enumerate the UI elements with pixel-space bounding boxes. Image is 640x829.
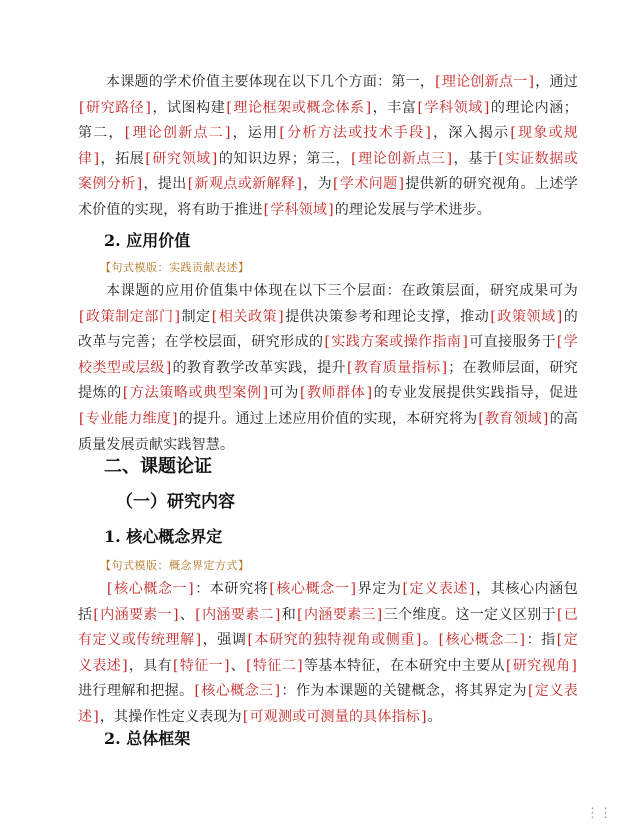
placeholder-text: [ 方法策略或典型案例 ] (122, 385, 269, 401)
paragraph-text: 、 (230, 657, 246, 674)
paragraph-text: 可为 (269, 385, 299, 402)
placeholder-text: [ 教育领域 ] (477, 411, 549, 427)
paragraph-text: 本课题的学术价值主要体现在以下几个方面：第一， (106, 74, 435, 90)
placeholder-text: [ 研究视角 ] (505, 658, 578, 674)
paragraph-text: ，其核心内涵包括 (78, 581, 578, 623)
placeholder-text: [ 学科领域 ] (416, 100, 490, 116)
paragraph-text: ：作为本课题的关键概念，将其界定为 (281, 683, 527, 700)
paragraph-text: 可直接服务于 (469, 334, 556, 351)
placeholder-text: [ 核心概念二 ] (438, 632, 527, 648)
paragraph-text: ，提出 (143, 176, 187, 193)
template-label-concept: 【句式模版：概念界定方式】 (100, 559, 250, 572)
placeholder-text: [ 教师群体 ] (299, 385, 373, 401)
paragraph-text: 的提升。通过上述应用价值的实现，本研究将为 (178, 410, 478, 427)
paragraph-text: ，其操作性定义表现为 (99, 708, 242, 725)
placeholder-text: [ 核心概念三 ] (194, 683, 282, 699)
placeholder-text: [ 核心概念一 ] (106, 581, 195, 597)
paragraph-text: 本课题的应用价值集中体现在以下三个层面：在政策层面，研究成果可为 (106, 283, 578, 299)
paragraph-text: ，基于 (453, 150, 498, 167)
paragraph-text: 的高质量发展贡献实践智慧。 (78, 410, 579, 453)
paragraph-text: 界定为 (357, 581, 402, 597)
placeholder-text: [ 特征二 ] (245, 658, 304, 674)
paragraph-text: 进行理解和把握。 (78, 683, 194, 700)
heading-research-content: （一）研究内容 (116, 492, 235, 512)
placeholder-text: [ 已有定义或传统理解 ] (78, 607, 578, 649)
paragraph-text: ，具有 (128, 657, 173, 674)
paragraph-text: ，通过 (535, 74, 578, 90)
placeholder-text: [ 研究路径 ] (78, 100, 152, 116)
scroll-handle-icon: ⋮⋮ (586, 806, 612, 821)
placeholder-text: [ 本研究的独特视角或侧重 ] (246, 632, 422, 648)
placeholder-text: [ 实践方案或操作指南 ] (323, 334, 469, 350)
paragraph-text: 的知识边界；第三， (218, 150, 351, 167)
paragraph-text: ；在教师层面，研究提炼的 (78, 359, 579, 402)
placeholder-text: [ 理论创新点三 ] (350, 151, 453, 167)
placeholder-text: [ 内涵要素一 ] (92, 607, 179, 623)
placeholder-text: [ 核心概念一 ] (268, 581, 357, 597)
heading-overall-framework: 2. 总体框架 (104, 729, 191, 748)
placeholder-text: [ 理论框架或概念体系 ] (225, 100, 372, 116)
placeholder-text: [ 研究领域 ] (144, 151, 218, 167)
paragraph-text: 。 (427, 708, 442, 725)
placeholder-text: [ 分析方法或技术手段 ] (278, 125, 432, 141)
paragraph-text: ，拓展 (100, 150, 145, 167)
heading-section-two: 二、课题论证 (104, 456, 212, 477)
placeholder-text: [ 实证数据或案例分析 ] (78, 151, 578, 193)
placeholder-text: [ 现象或规律 ] (78, 125, 578, 167)
paragraph-text: 和 (281, 606, 297, 623)
placeholder-text: [ 可观测或可测量的具体指标 ] (242, 709, 428, 725)
placeholder-text: [ 学校类型或层级 ] (78, 334, 578, 376)
placeholder-text: [ 内涵要素二 ] (194, 607, 281, 623)
placeholder-text: [ 专业能力维度 ] (78, 411, 179, 427)
paragraph-text: 的理论内涵；第二， (78, 99, 579, 142)
paragraph-text: 、 (179, 606, 195, 623)
paragraph-text: ：本研究将 (194, 581, 269, 597)
placeholder-text: [ 定义表述 ] (78, 632, 578, 674)
core-concept-paragraph (78, 577, 578, 731)
paragraph-text: 的改革与完善；在学校层面，研究形成的 (78, 308, 578, 351)
heading-core-concepts: 1. 核心概念界定 (104, 527, 223, 546)
placeholder-text: [ 理论创新点一 ] (434, 74, 535, 90)
heading-application-value: 2. 应用价值 (104, 231, 191, 250)
placeholder-text: [ 学科领域 ] (263, 202, 335, 218)
paragraph-text: 的教育教学改革实践，提升 (172, 359, 346, 376)
placeholder-text: [ 相关政策 ] (211, 309, 285, 325)
paragraph-text: 提供新的研究视角。上述学术价值的实现，将有助于推进 (78, 176, 578, 218)
paragraph-text: ，丰富 (372, 99, 417, 116)
placeholder-text: [ 学术问题 ] (332, 176, 405, 192)
placeholder-text: [ 政策制定部门 ] (78, 309, 181, 325)
placeholder-text: [ 理论创新点二 ] (124, 125, 232, 141)
placeholder-text: [ 内涵要素三 ] (296, 607, 383, 623)
application-value-paragraph (78, 279, 578, 458)
placeholder-text: [ 定义表述 ] (78, 683, 578, 725)
placeholder-text: [ 政策领域 ] (489, 309, 563, 325)
placeholder-text: [ 教育质量指标 ] (346, 360, 448, 376)
paragraph-text: 的专业发展提供实践指导，促进 (373, 385, 578, 402)
paragraph-text: ：指 (526, 632, 556, 649)
paragraph-text: ，为 (303, 176, 333, 193)
paragraph-text: ，运用 (231, 125, 279, 142)
paragraph-text: 提供决策参考和理论支撑，推动 (284, 308, 490, 325)
paragraph-text: ，试图构建 (152, 99, 226, 116)
placeholder-text: [ 特征一 ] (172, 658, 231, 674)
paragraph-text: 三个维度。这一定义区别于 (383, 606, 557, 623)
placeholder-text: [ 定义表述 ] (401, 581, 475, 597)
paragraph-text: 的理论发展与学术进步。 (334, 201, 491, 218)
academic-value-paragraph (78, 70, 578, 224)
template-label-practice: 【句式模版：实践贡献表述】 (100, 261, 250, 274)
paragraph-text: ，深入揭示 (432, 125, 510, 142)
paragraph-text: 制定 (181, 308, 211, 325)
paragraph-text: ，强调 (202, 632, 247, 649)
paragraph-text: 。 (422, 632, 438, 649)
paragraph-text: 等基本特征，在本研究中主要从 (303, 657, 506, 674)
placeholder-text: [ 新观点或新解释 ] (187, 176, 303, 192)
